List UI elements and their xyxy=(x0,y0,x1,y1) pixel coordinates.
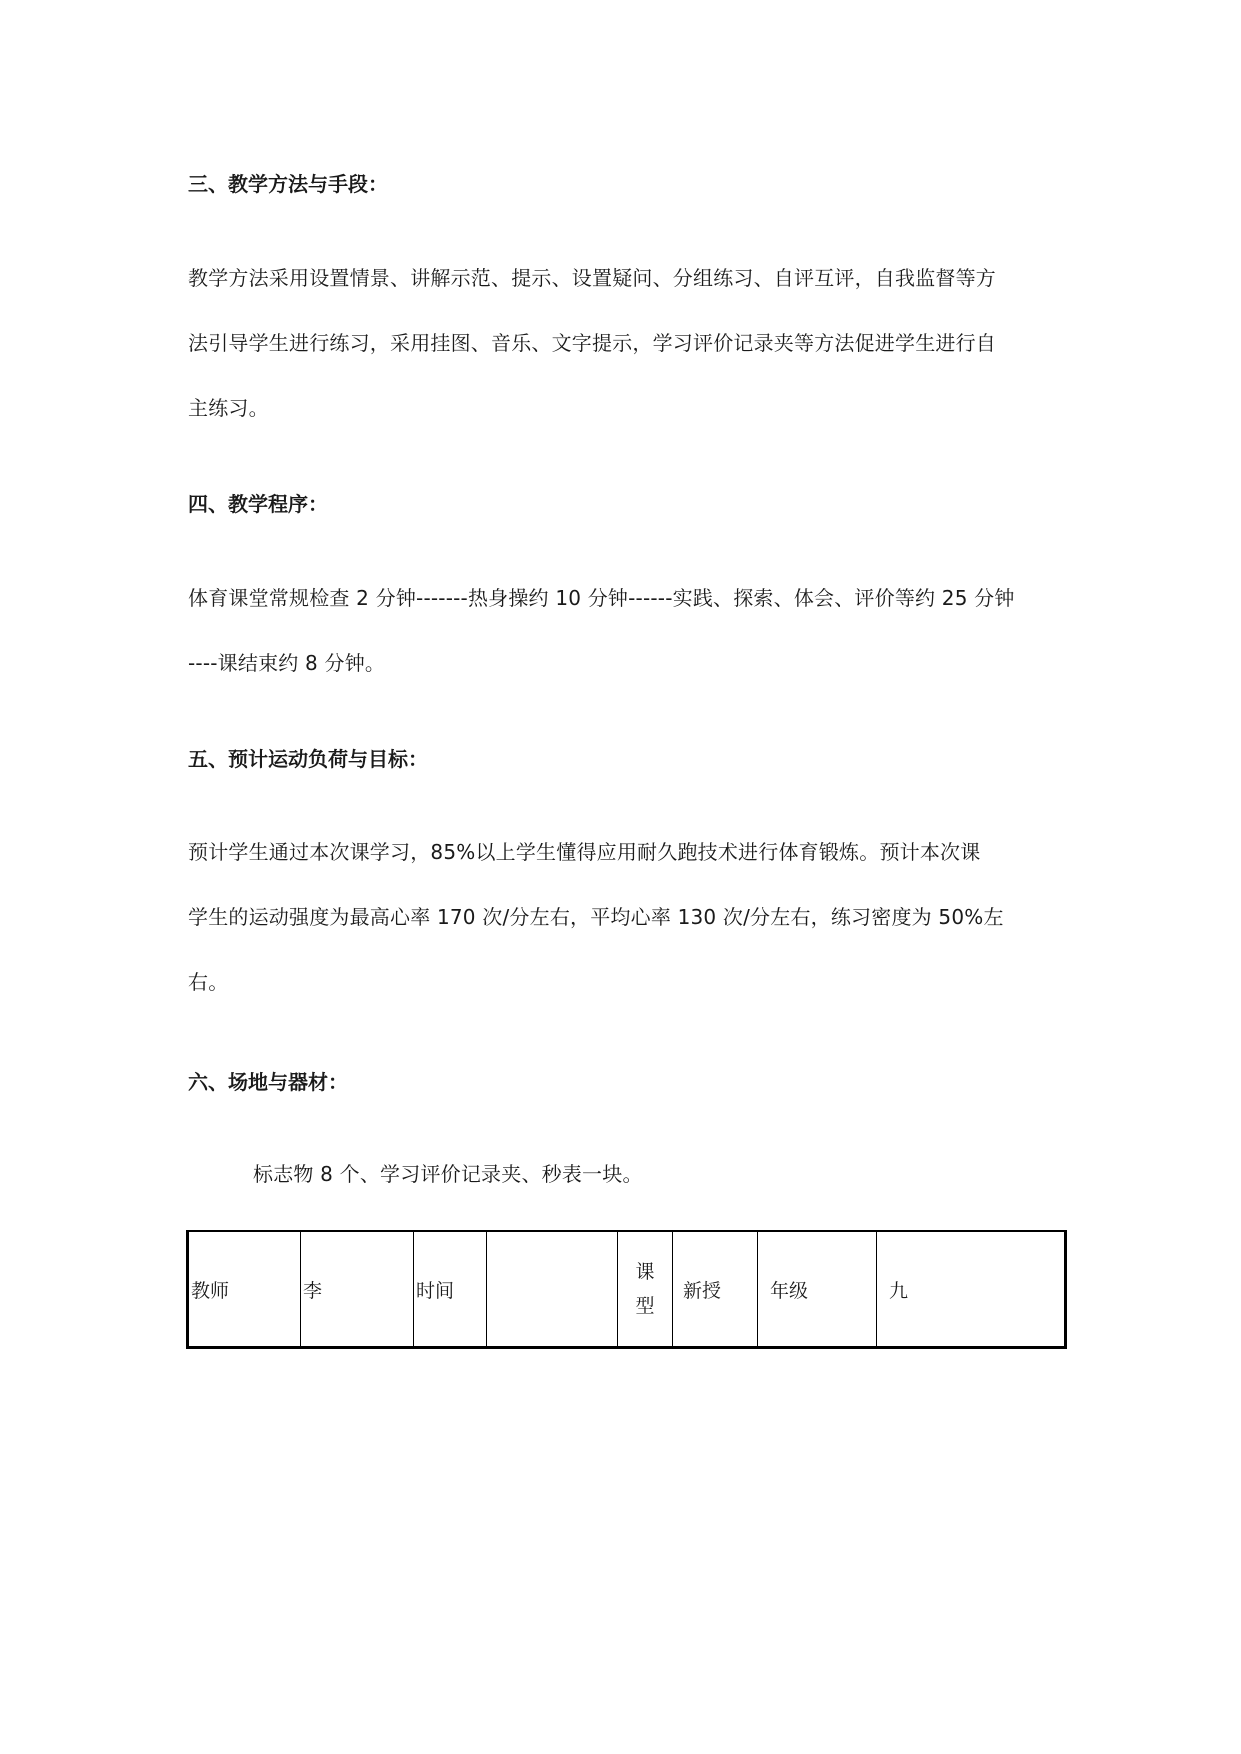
text-line: 体育课堂常规检查 2 分钟-------热身操约 10 分钟------实践、探索、体会、评价等约 25 分钟 xyxy=(188,586,1015,610)
text-line: 预计学生通过本次课学习，85%以上学生懂得应用耐久跑技术进行体育锻炼。预计本次课 xyxy=(188,840,981,864)
section-heading-methods: 三、教学方法与手段： xyxy=(188,172,388,196)
section-body-procedure xyxy=(188,566,1058,696)
section-body-equipment xyxy=(253,1142,1058,1207)
type-label-char-2: 型 xyxy=(635,1295,655,1317)
time-value-cell xyxy=(487,1231,618,1348)
lesson-info-table xyxy=(186,1230,1067,1349)
teacher-label-cell xyxy=(188,1231,301,1348)
type-value-cell xyxy=(673,1231,758,1348)
grade-label: 年级 xyxy=(770,1279,809,1302)
text-line: 主练习。 xyxy=(188,396,269,420)
section-body-load xyxy=(188,820,1058,1015)
type-label-char-1: 课 xyxy=(635,1261,655,1283)
time-label-cell xyxy=(414,1231,487,1348)
teacher-value: 李 xyxy=(303,1279,323,1302)
teacher-value-cell xyxy=(301,1231,414,1348)
type-value: 新授 xyxy=(683,1279,722,1302)
table-row xyxy=(188,1231,1066,1348)
text-line: ----课结束约 8 分钟。 xyxy=(188,651,386,675)
section-heading-load: 五、预计运动负荷与目标： xyxy=(188,747,428,771)
section-heading-procedure: 四、教学程序： xyxy=(188,492,328,516)
grade-value: 九 xyxy=(889,1279,909,1302)
grade-value-cell xyxy=(877,1231,1066,1348)
type-label-cell xyxy=(618,1231,673,1348)
text-line: 右。 xyxy=(188,970,229,994)
text-line: 标志物 8 个、学习评价记录夹、秒表一块。 xyxy=(253,1162,643,1186)
section-heading-equipment: 六、场地与器材： xyxy=(188,1070,348,1094)
teacher-label: 教师 xyxy=(191,1279,230,1302)
section-body-methods xyxy=(188,246,1058,441)
time-label: 时间 xyxy=(416,1279,455,1302)
text-line: 教学方法采用设置情景、讲解示范、提示、设置疑问、分组练习、自评互评，自我监督等方 xyxy=(188,266,996,290)
text-line: 学生的运动强度为最高心率 170 次/分左右，平均心率 130 次/分左右，练习密度为 50%左 xyxy=(188,905,1004,929)
grade-label-cell xyxy=(758,1231,877,1348)
text-line: 法引导学生进行练习，采用挂图、音乐、文字提示，学习评价记录夹等方法促进学生进行自 xyxy=(188,331,996,355)
